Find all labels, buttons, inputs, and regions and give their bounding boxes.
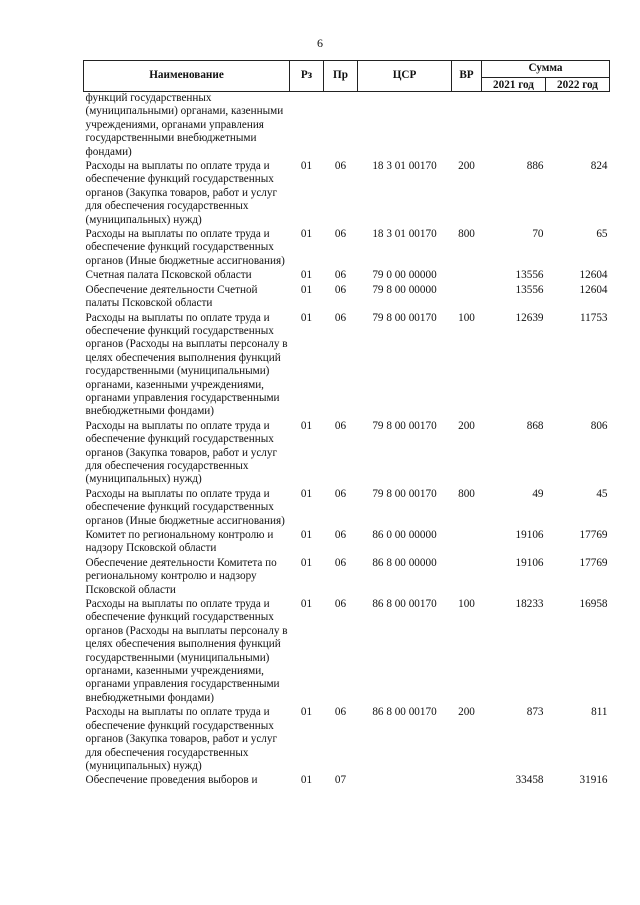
table-row <box>84 268 610 282</box>
table-row <box>84 159 610 227</box>
row-vr: 200 <box>458 419 475 432</box>
row-name: Обеспечение деятельности Счетной палаты Псковской области <box>85 283 258 310</box>
row-amount-2021: 873 <box>526 706 544 719</box>
row-rz: 01 <box>300 283 313 296</box>
row-csr: 86 8 00 00170 <box>372 706 437 719</box>
row-name: Расходы на выплаты по оплате труда и обеспечение функций государственных органов (Закупка товаров, работ и услуг для обеспечения государственных (муниципальных) нужд) <box>85 706 278 772</box>
row-csr: 18 3 01 00170 <box>372 228 437 241</box>
row-pr: 06 <box>334 283 347 296</box>
row-pr: 07 <box>334 774 347 787</box>
row-rz: 01 <box>300 269 313 282</box>
row-amount-2021: 886 <box>526 160 544 173</box>
header-rz: Рз <box>290 61 324 92</box>
row-rz: 01 <box>300 529 313 541</box>
row-vr <box>452 268 482 282</box>
row-name: Расходы на выплаты по оплате труда и обеспечение функций государственных органов (Иные бюджетные ассигнования) <box>85 228 285 267</box>
row-rz: 01 <box>300 311 313 324</box>
row-amount-2022: 65 <box>596 228 608 241</box>
table-row <box>84 528 610 556</box>
row-vr: 200 <box>458 706 475 719</box>
row-csr: 79 8 00 00000 <box>372 283 437 296</box>
row-name: Расходы на выплаты по оплате труда и обеспечение функций государственных органов (Расходы на выплаты персоналу в целях обеспечения выполнения функций государственными (муниципальными) органами, казенными учреждениями, органами управления государственными внебюджетными фондами) <box>85 598 288 704</box>
row-amount-2022: 806 <box>590 419 608 432</box>
row-amount-2022: 17769 <box>579 529 608 541</box>
row-pr: 06 <box>334 706 347 719</box>
table-row <box>84 92 610 160</box>
row-amount-2021: 18233 <box>515 598 544 611</box>
row-csr: 79 8 00 00170 <box>372 487 437 500</box>
row-csr: 79 0 00 00000 <box>372 269 437 282</box>
row-amount-2022: 824 <box>590 160 608 173</box>
row-amount-2022: 11753 <box>579 311 608 324</box>
row-amount-2021 <box>482 92 546 160</box>
row-rz <box>290 92 324 160</box>
row-name: функций государственных (муниципальными) органами, казенными учреждениями, органами управления государственными внебюджетными фондами) <box>85 92 284 158</box>
row-amount-2021: 19106 <box>515 556 544 569</box>
row-vr: 800 <box>458 228 475 241</box>
header-sum: Сумма <box>482 61 610 78</box>
row-csr <box>358 773 452 787</box>
header-pr: Пр <box>324 61 358 92</box>
row-vr <box>452 92 482 160</box>
row-rz: 01 <box>300 160 313 173</box>
row-name: Расходы на выплаты по оплате труда и обеспечение функций государственных органов (Закупка товаров, работ и услуг для обеспечения государственных (муниципальных) нужд) <box>85 419 278 486</box>
row-amount-2021: 868 <box>526 419 544 432</box>
row-amount-2022: 12604 <box>579 283 608 296</box>
row-name: Обеспечение деятельности Комитета по региональному контролю и надзору Псковской области <box>85 556 277 596</box>
row-amount-2021: 13556 <box>515 283 544 296</box>
table-row <box>84 311 610 419</box>
row-amount-2022: 16958 <box>579 598 608 611</box>
header-csr: ЦСР <box>358 61 452 92</box>
row-pr: 06 <box>334 598 347 611</box>
budget-table <box>83 60 610 788</box>
row-rz: 01 <box>300 487 313 500</box>
row-rz: 01 <box>300 228 313 241</box>
row-amount-2021: 12639 <box>515 311 544 324</box>
row-amount-2022 <box>546 92 610 160</box>
row-rz: 01 <box>300 556 313 569</box>
row-amount-2021: 70 <box>532 228 544 241</box>
row-amount-2022: 811 <box>591 706 608 719</box>
row-csr: 18 3 01 00170 <box>372 160 437 173</box>
row-pr: 06 <box>334 269 347 282</box>
table-row <box>84 773 610 787</box>
row-pr: 06 <box>334 487 347 500</box>
row-name: Комитет по региональному контролю и надзору Псковской области <box>85 529 274 555</box>
row-csr: 79 8 00 00170 <box>372 311 437 324</box>
header-2021: 2021 год <box>482 78 546 92</box>
row-csr <box>358 92 452 160</box>
row-name: Расходы на выплаты по оплате труда и обеспечение функций государственных органов (Иные бюджетные ассигнования) <box>85 487 285 527</box>
row-csr: 86 8 00 00170 <box>372 598 437 611</box>
row-amount-2022: 45 <box>596 487 608 500</box>
header-name: Наименование <box>84 61 290 92</box>
row-amount-2021: 19106 <box>515 529 544 541</box>
row-name: Обеспечение проведения выборов и <box>85 774 258 787</box>
row-pr: 06 <box>334 419 347 432</box>
row-name: Счетная палата Псковской области <box>85 269 252 282</box>
header-2022: 2022 год <box>546 78 610 92</box>
row-amount-2021: 13556 <box>515 269 544 282</box>
row-pr: 06 <box>334 160 347 173</box>
row-rz: 01 <box>300 419 313 432</box>
row-pr: 06 <box>334 556 347 569</box>
table-row <box>84 597 610 705</box>
row-amount-2022: 17769 <box>579 556 608 569</box>
row-vr <box>452 773 482 787</box>
row-pr: 06 <box>334 311 347 324</box>
table-row <box>84 705 610 773</box>
row-amount-2021: 49 <box>532 487 544 500</box>
table-body <box>84 92 610 788</box>
row-name: Расходы на выплаты по оплате труда и обеспечение функций государственных органов (Закупка товаров, работ и услуг для обеспечения государственных (муниципальных) нужд) <box>85 160 278 226</box>
row-vr <box>452 528 482 556</box>
row-vr <box>452 556 482 597</box>
table-row <box>84 419 610 487</box>
page-number: 6 <box>317 36 323 50</box>
row-csr: 79 8 00 00170 <box>372 419 437 432</box>
row-pr: 06 <box>334 529 347 541</box>
row-rz: 01 <box>300 706 313 719</box>
row-vr: 800 <box>458 487 475 500</box>
row-csr: 86 8 00 00000 <box>372 556 437 569</box>
table-row <box>84 487 610 528</box>
row-rz: 01 <box>300 598 313 611</box>
row-pr: 06 <box>334 228 347 241</box>
header-vr: ВР <box>452 61 482 92</box>
row-vr: 100 <box>458 311 475 324</box>
row-vr: 200 <box>458 160 475 173</box>
row-vr: 100 <box>458 598 475 611</box>
row-name: Расходы на выплаты по оплате труда и обеспечение функций государственных органов (Расходы на выплаты персоналу в целях обеспечения выполнения функций государственными (муниципальными) органами, казенными учреждениями, органами управления государственными внебюджетными фондами) <box>85 311 288 418</box>
row-csr: 86 0 00 00000 <box>372 529 437 541</box>
table-row <box>84 556 610 597</box>
table-row <box>84 227 610 268</box>
row-amount-2022: 31916 <box>579 774 608 787</box>
row-amount-2021: 33458 <box>515 774 544 787</box>
row-vr <box>452 283 482 311</box>
row-pr <box>324 92 358 160</box>
row-amount-2022: 12604 <box>579 269 608 282</box>
row-rz: 01 <box>300 774 313 787</box>
table-row <box>84 283 610 311</box>
